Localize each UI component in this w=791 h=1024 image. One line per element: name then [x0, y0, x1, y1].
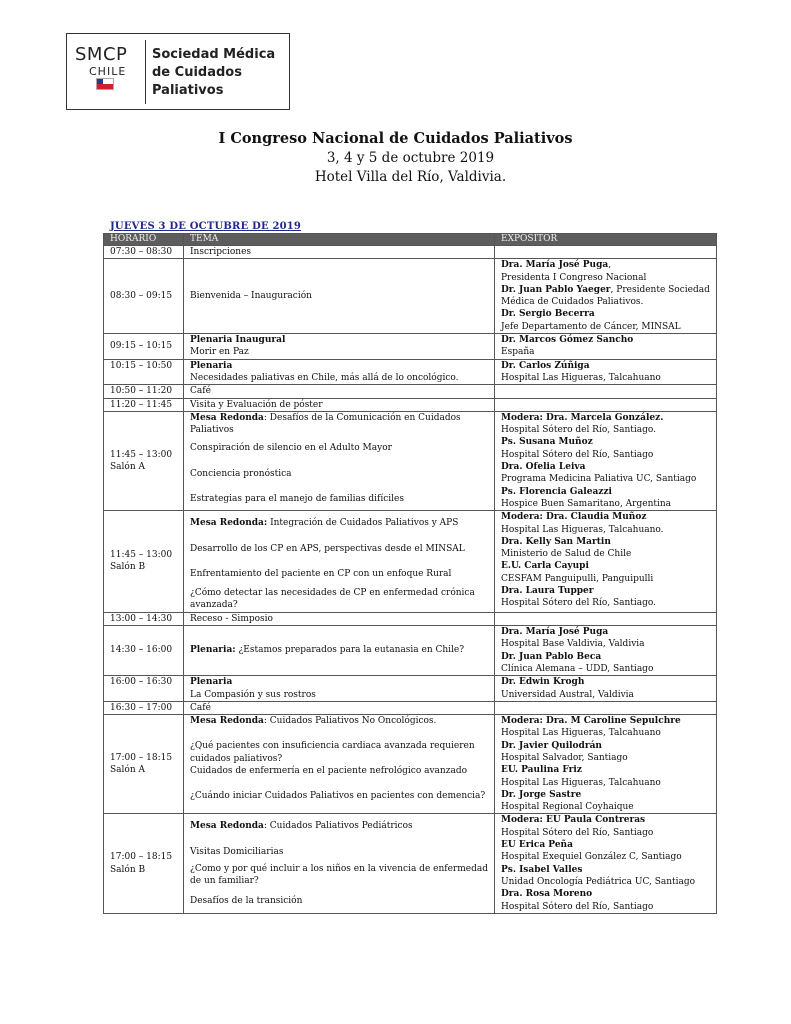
speaker-cell	[495, 385, 717, 398]
speaker-name: Dr. Marcos Gómez Sancho	[501, 335, 634, 346]
speaker-name: Dr. Juan Pablo Yaeger	[501, 284, 611, 295]
speaker-cell	[495, 398, 717, 411]
speaker-name: E.U. Carla Cayupi	[501, 561, 589, 572]
speaker-name: EU. Paulina Friz	[501, 765, 582, 776]
speaker-cell	[495, 701, 717, 714]
speaker-name: Dr. Juan Pablo Beca	[501, 651, 602, 662]
table-row	[104, 814, 717, 913]
speaker-affiliation: Presidenta I Congreso Nacional	[501, 272, 647, 283]
logo-abbr: SMCP	[75, 44, 128, 65]
congress-title: I Congreso Nacional de Cuidados Paliativos	[218, 130, 573, 147]
moderator-name: Modera: Dra. Claudia Muñoz	[501, 512, 647, 523]
speaker-name: Dra. Rosa Moreno	[501, 889, 593, 900]
table-header	[104, 234, 717, 246]
speaker-affiliation: España	[501, 347, 535, 358]
time-cell: 17:00 – 18:15 Salón A	[104, 715, 184, 814]
topic-cell: Plenaria: ¿Estamos preparados para la eutanasia en Chile?	[184, 626, 495, 676]
time-cell: 10:15 – 10:50	[104, 359, 184, 385]
time-cell: 09:15 – 10:15	[104, 334, 184, 360]
table-row	[104, 612, 717, 625]
congress-dates: 3, 4 y 5 de octubre 2019	[326, 150, 495, 166]
speaker-cell	[495, 334, 717, 360]
moderator-name: Modera: Dra. Marcela González.	[501, 412, 664, 423]
speaker-affiliation: Jefe Departamento de Cáncer, MINSAL	[501, 321, 681, 332]
time-cell: 14:30 – 16:00	[104, 626, 184, 676]
room-label: Salón A	[110, 765, 145, 776]
speaker-name: EU Erica Peña	[501, 840, 573, 851]
speaker-cell	[495, 359, 717, 385]
time-cell: 11:45 – 13:00 Salón B	[104, 511, 184, 612]
time-cell: 17:00 – 18:15 Salón B	[104, 814, 184, 913]
logo-name: Sociedad Médica de Cuidados Paliativos	[152, 47, 276, 98]
table-row	[104, 701, 717, 714]
time-cell: 10:50 – 11:20	[104, 385, 184, 398]
speaker-name: Dra. María José Puga	[501, 260, 609, 271]
speaker-name: Ps. Florencia Galeazzi	[501, 486, 612, 497]
topic-cell: Plenaria Inaugural Morir en Paz	[184, 334, 495, 360]
table-row	[104, 259, 717, 334]
topic-cell: Inscripciones	[184, 246, 495, 259]
chile-flag-icon	[97, 79, 113, 89]
logo-country: CHILE	[89, 65, 127, 78]
topic-cell: Bienvenida – Inauguración	[184, 259, 495, 334]
time-cell: 16:30 – 17:00	[104, 701, 184, 714]
speaker-cell	[495, 612, 717, 625]
speaker-name: Dr. Javier Quilodrán	[501, 740, 602, 751]
room-label: Salón B	[110, 562, 146, 573]
table-row	[104, 359, 717, 385]
schedule-table	[103, 233, 717, 914]
speaker-name: Ps. Susana Muñoz	[501, 437, 593, 448]
time-cell: 11:45 – 13:00 Salón A	[104, 411, 184, 510]
topic-cell: Visita y Evaluación de póster	[184, 398, 495, 411]
speaker-cell: Dra. María José Puga Hospital Base Valdivia, Valdivia Dr. Juan Pablo Beca Clínica Alemana – UDD, Santiago	[495, 626, 717, 676]
time-cell: 07:30 – 08:30	[104, 246, 184, 259]
speaker-cell: Modera: Dra. Claudia Muñoz Hospital Las Higueras, Talcahuano. Dra. Kelly San Martin Ministerio de Salud de Chile E.U. Carla Cayupi CESFAM Panguipulli, Panguipulli Dra. Laura Tupper Hospital Sótero del Río, Santiago.	[495, 511, 717, 612]
topic-cell: Mesa Redonda: Integración de Cuidados Paliativos y APS Desarrollo de los CP en APS, perspectivas desde el MINSAL Enfrentamiento del paciente en CP con un enfoque Rural ¿Cómo detectar las necesidades de CP en enfermedad crónica avanzada?	[184, 511, 495, 612]
topic-cell: Café	[184, 701, 495, 714]
topic-cell: Receso - Simposio	[184, 612, 495, 625]
speaker-name: Dr. Jorge Sastre	[501, 789, 582, 800]
time-cell: 16:00 – 16:30	[104, 676, 184, 702]
table-row	[104, 398, 717, 411]
time-cell: 13:00 – 14:30	[104, 612, 184, 625]
topic-cell: Plenaria Necesidades paliativas en Chile, más allá de lo oncológico.	[184, 359, 495, 385]
congress-venue: Hotel Villa del Río, Valdivia.	[314, 169, 507, 185]
speaker-name: Dr. Carlos Zúñiga	[501, 360, 590, 371]
time-cell: 08:30 – 09:15	[104, 259, 184, 334]
speaker-name: Dra. Kelly San Martin	[501, 536, 611, 547]
speaker-cell: Dr. Edwin Krogh Universidad Austral, Valdivia	[495, 676, 717, 702]
moderator-name: Modera: Dra. M Caroline Sepulchre	[501, 716, 681, 727]
speaker-cell	[495, 246, 717, 259]
speaker-cell: Modera: Dra. Marcela González. Hospital Sótero del Río, Santiago. Ps. Susana Muñoz Hospital Sótero del Río, Santiago Dra. Ofelia Leiva Programa Medicina Paliativa UC, Santiago Ps. Florencia Galeazzi Hospice Buen Samaritano, Argentina	[495, 411, 717, 510]
speaker-name: Dra. Ofelia Leiva	[501, 462, 586, 473]
topic-cell: Mesa Redonda: Desafíos de la Comunicación en Cuidados Paliativos Conspiración de silencio en el Adulto Mayor Conciencia pronóstica Estrategias para el manejo de familias difíciles	[184, 411, 495, 510]
day-title: JUEVES 3 DE OCTUBRE DE 2019	[110, 221, 302, 232]
col-header-expositor: EXPOSITOR	[495, 234, 717, 246]
col-header-tema: TEMA	[184, 234, 495, 246]
speaker-affiliation: Médica de Cuidados Paliativos.	[501, 297, 644, 308]
topic-cell: Café	[184, 385, 495, 398]
logo-divider	[145, 40, 146, 104]
topic-cell: Mesa Redonda: Cuidados Paliativos Pediátricos Visitas Domiciliarias ¿Como y por qué incluir a los niños en la vivencia de enfermedad de un familiar? Desafíos de la transición	[184, 814, 495, 913]
col-header-horario: HORARIO	[104, 234, 184, 246]
table-row	[104, 676, 717, 702]
speaker-name: Dra. María José Puga	[501, 627, 609, 638]
speaker-cell: Modera: EU Paula Contreras Hospital Sótero del Río, Santiago EU Erica Peña Hospital Exequiel González C, Santiago Ps. Isabel Valles Unidad Oncología Pediátrica UC, Santiago Dra. Rosa Moreno Hospital Sótero del Río, Santiago	[495, 814, 717, 913]
topic-cell: Mesa Redonda: Cuidados Paliativos No Oncológicos. ¿Qué pacientes con insuficiencia cardiaca avanzada requieren cuidados paliativos? Cuidados de enfermería en el paciente nefrológico avanzado ¿Cuándo iniciar Cuidados Paliativos en pacientes con demencia?	[184, 715, 495, 814]
moderator-name: Modera: EU Paula Contreras	[501, 815, 646, 826]
speaker-name: Ps. Isabel Valles	[501, 864, 583, 875]
table-row	[104, 715, 717, 814]
table-row	[104, 334, 717, 360]
smcp-logo	[66, 33, 290, 110]
room-label: Salón B	[110, 864, 146, 875]
table-row	[104, 626, 717, 676]
speaker-cell: Dra. María José Puga, Presidenta I Congreso Nacional Dr. Juan Pablo Yaeger, Presidente Sociedad Médica de Cuidados Paliativos. Dr. Sergio Becerra Jefe Departamento de Cáncer, MINSAL	[495, 259, 717, 334]
table-row	[104, 246, 717, 259]
table-row	[104, 411, 717, 510]
speaker-name: Dr. Edwin Krogh	[501, 677, 585, 688]
time-cell: 11:20 – 11:45	[104, 398, 184, 411]
speaker-cell: Modera: Dra. M Caroline Sepulchre Hospital Las Higueras, Talcahuano Dr. Javier Quilodrán Hospital Salvador, Santiago EU. Paulina Friz Hospital Las Higueras, Talcahuano Dr. Jorge Sastre Hospital Regional Coyhaique	[495, 715, 717, 814]
table-row	[104, 385, 717, 398]
speaker-affiliation: Hospital Las Higueras, Talcahuano	[501, 372, 661, 383]
table-row	[104, 511, 717, 612]
speaker-name: Dr. Sergio Becerra	[501, 309, 595, 320]
room-label: Salón A	[110, 462, 145, 473]
topic-cell: Plenaria La Compasión y sus rostros	[184, 676, 495, 702]
speaker-name: Dra. Laura Tupper	[501, 586, 594, 597]
